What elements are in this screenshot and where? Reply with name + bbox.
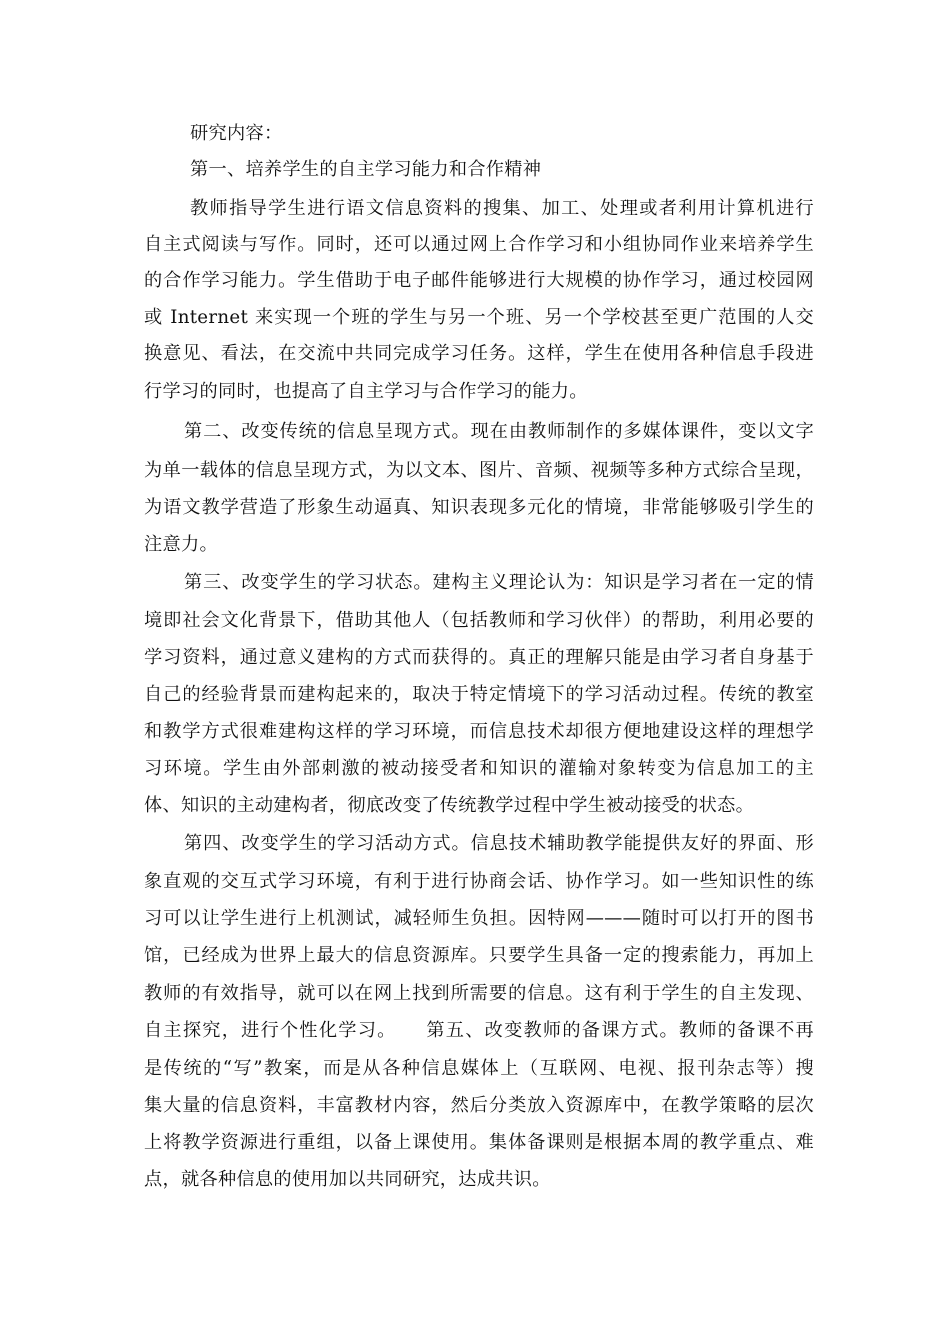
paragraph-4-line: 习可以让学生进行上机测试，减轻师生负担。因特网———随时可以打开的图书: [144, 908, 814, 929]
paragraph-1-line: 教师指导学生进行语文信息资料的搜集、加工、处理或者利用计算机进行: [190, 198, 814, 219]
paragraph-4-line: 象直观的交互式学习环境，有利于进行协商会话、协作学习。如一些知识性的练: [144, 871, 814, 892]
paragraph-5-line: 集大量的信息资料，丰富教材内容，然后分类放入资源库中，在教学策略的层次: [144, 1095, 814, 1116]
paragraph-1-line: 换意见、看法，在交流中共同完成学习任务。这样，学生在使用各种信息手段进: [144, 343, 814, 364]
paragraph-5-line: 上将教学资源进行重组，以备上课使用。集体备课则是根据本周的教学重点、难: [144, 1132, 814, 1153]
paragraph-3-line: 体、知识的主动建构者，彻底改变了传统教学过程中学生被动接受的状态。: [144, 795, 755, 816]
paragraph-3-line: 境即社会文化背景下，借助其他人（包括教师和学习伙伴）的帮助，利用必要的: [144, 610, 814, 631]
paragraph-1-line: 或 Internet 来实现一个班的学生与另一个班、另一个学校甚至更广范围的人交: [144, 307, 814, 328]
paragraph-1-line: 行学习的同时，也提高了自主学习与合作学习的能力。: [144, 381, 588, 402]
paragraph-4-line: 教师的有效指导，就可以在网上找到所需要的信息。这有利于学生的自主发现、: [144, 983, 814, 1004]
paragraph-3-line: 第三、改变学生的学习状态。建构主义理论认为：知识是学习者在一定的情: [184, 572, 814, 593]
paragraph-3-line: 学习资料，通过意义建构的方式而获得的。真正的理解只能是由学习者自身基于: [144, 647, 814, 668]
paragraph-3-line: 自己的经验背景而建构起来的，取决于特定情境下的学习活动过程。传统的教室: [144, 684, 814, 705]
paragraph-5-line: 是传统的“写”教案，而是从各种信息媒体上（互联网、电视、报刊杂志等）搜: [144, 1058, 814, 1079]
paragraph-3-line: 习环境。学生由外部刺激的被动接受者和知识的灌输对象转变为信息加工的主: [144, 758, 814, 779]
paragraph-2-line: 第二、改变传统的信息呈现方式。现在由教师制作的多媒体课件，变以文字: [184, 421, 814, 442]
paragraph-2-line: 为单一载体的信息呈现方式，为以文本、图片、音频、视频等多种方式综合呈现，: [144, 460, 814, 481]
paragraph-1-line: 自主式阅读与写作。同时，还可以通过网上合作学习和小组协同作业来培养学生: [144, 234, 814, 255]
paragraph-4-line: 馆，已经成为世界上最大的信息资源库。只要学生具备一定的搜索能力，再加上: [144, 945, 814, 966]
paragraph-2-line: 注意力。: [144, 534, 218, 555]
paragraph-2-line: 为语文教学营造了形象生动逼真、知识表现多元化的情境，非常能够吸引学生的: [144, 497, 814, 518]
paragraph-1-title: 第一、培养学生的自主学习能力和合作精神: [190, 159, 542, 180]
section-heading: 研究内容：: [190, 123, 283, 144]
paragraph-3-line: 和教学方式很难建构这样的学习环境，而信息技术却很方便地建设这样的理想学: [144, 721, 814, 742]
paragraph-1-line: 的合作学习能力。学生借助于电子邮件能够进行大规模的协作学习，通过校园网: [144, 270, 814, 291]
paragraph-4-line: 第四、改变学生的学习活动方式。信息技术辅助教学能提供友好的界面、形: [184, 833, 814, 854]
paragraph-4-line: 自主探究，进行个性化学习。 第五、改变教师的备课方式。教师的备课不再: [144, 1020, 814, 1041]
paragraph-5-line: 点，就各种信息的使用加以共同研究，达成共识。: [144, 1169, 551, 1190]
